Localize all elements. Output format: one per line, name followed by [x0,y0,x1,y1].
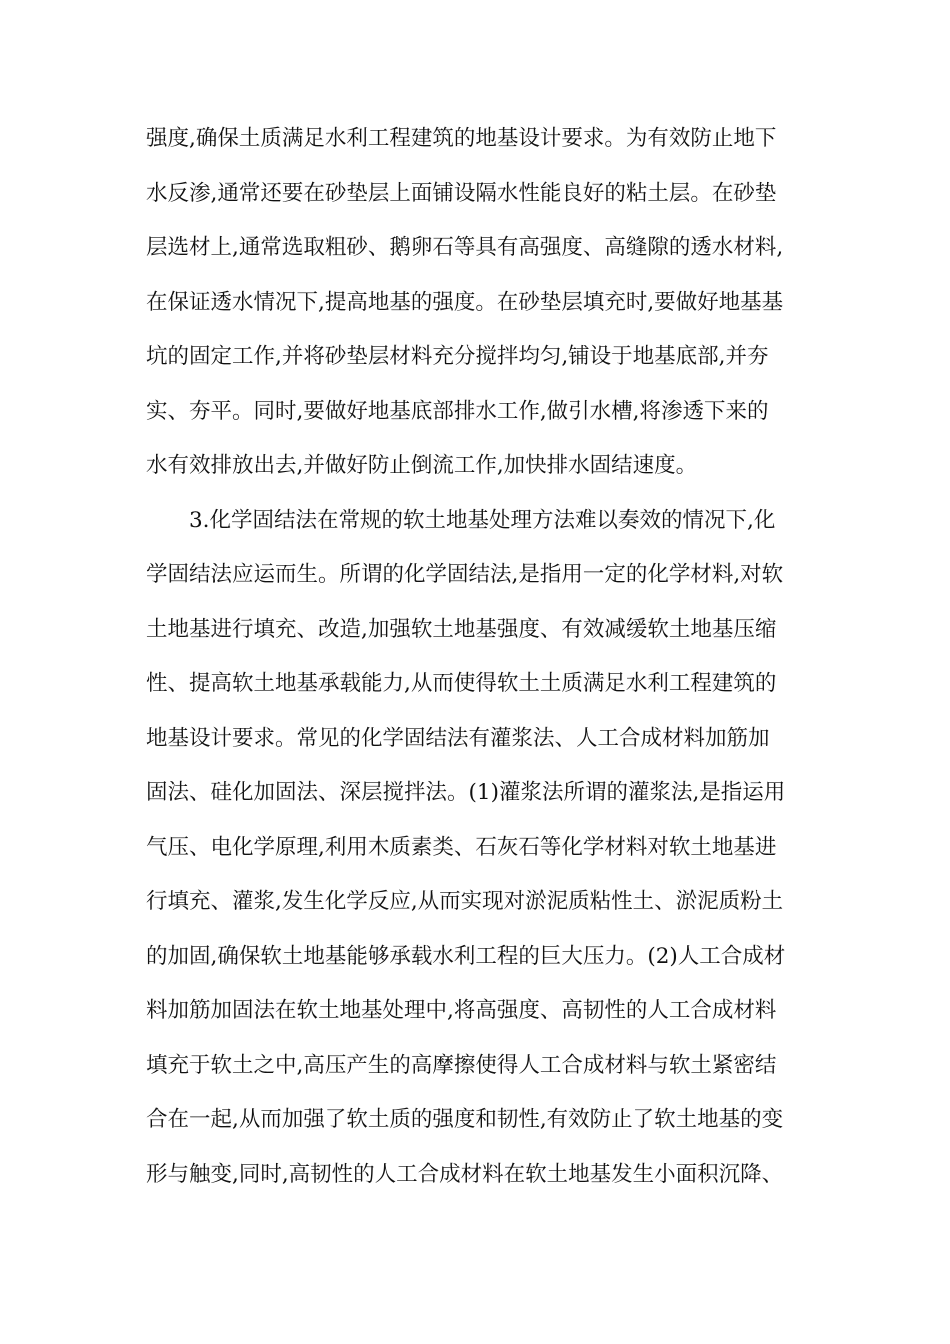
paragraph-chemical-consolidation [146,494,811,1203]
paragraph-soil-cushion-continued [146,112,811,494]
text-line: 在保证透水情况下,提高地基的强度。在砂垫层填充时,要做好地基基 [146,289,784,315]
text-line: 水有效排放出去,并做好防止倒流工作,加快排水固结速度。 [146,453,698,478]
text-line: 3.化学固结法在常规的软土地基处理方法难以奏效的情况下,化 [189,507,776,533]
text-line: 行填充、灌浆,发生化学反应,从而实现对淤泥质粘性土、淤泥质粉土 [146,889,784,914]
text-line: 性、提高软土地基承载能力,从而使得软土土质满足水利工程建筑的 [146,671,777,696]
text-line: 料加筋加固法在软土地基处理中,将高强度、高韧性的人工合成材料 [146,998,777,1023]
text-line: 形与触变,同时,高韧性的人工合成材料在软土地基发生小面积沉降、 [146,1161,784,1187]
document-body [146,112,811,1202]
text-line: 水反渗,通常还要在砂垫层上面铺设隔水性能良好的粘土层。在砂垫 [146,180,777,206]
text-line: 实、夯平。同时,要做好地基底部排水工作,做引水槽,将渗透下来的 [146,398,769,424]
text-line: 层选材上,通常选取粗砂、鹅卵石等具有高强度、高缝隙的透水材料, [146,235,784,260]
text-line: 固法、硅化加固法、深层搅拌法。(1)灌浆法所谓的灌浆法,是指运用 [146,780,786,805]
text-line: 气压、电化学原理,利用木质素类、石灰石等化学材料对软土地基进 [146,834,777,860]
text-line: 强度,确保土质满足水利工程建筑的地基设计要求。为有效防止地下 [146,126,777,151]
text-line: 坑的固定工作,并将砂垫层材料充分搅拌均匀,铺设于地基底部,并夯 [146,344,769,369]
text-line: 地基设计要求。常见的化学固结法有灌浆法、人工合成材料加筋加 [146,725,770,751]
text-line: 的加固,确保软土地基能够承载水利工程的巨大压力。(2)人工合成材 [146,943,786,969]
text-line: 学固结法应运而生。所谓的化学固结法,是指用一定的化学材料,对软 [146,562,784,587]
text-line: 填充于软土之中,高压产生的高摩擦使得人工合成材料与软土紧密结 [146,1052,777,1078]
text-line: 合在一起,从而加强了软土质的强度和韧性,有效防止了软土地基的变 [146,1107,784,1132]
text-line: 土地基进行填充、改造,加强软土地基强度、有效减缓软土地基压缩 [146,616,777,642]
